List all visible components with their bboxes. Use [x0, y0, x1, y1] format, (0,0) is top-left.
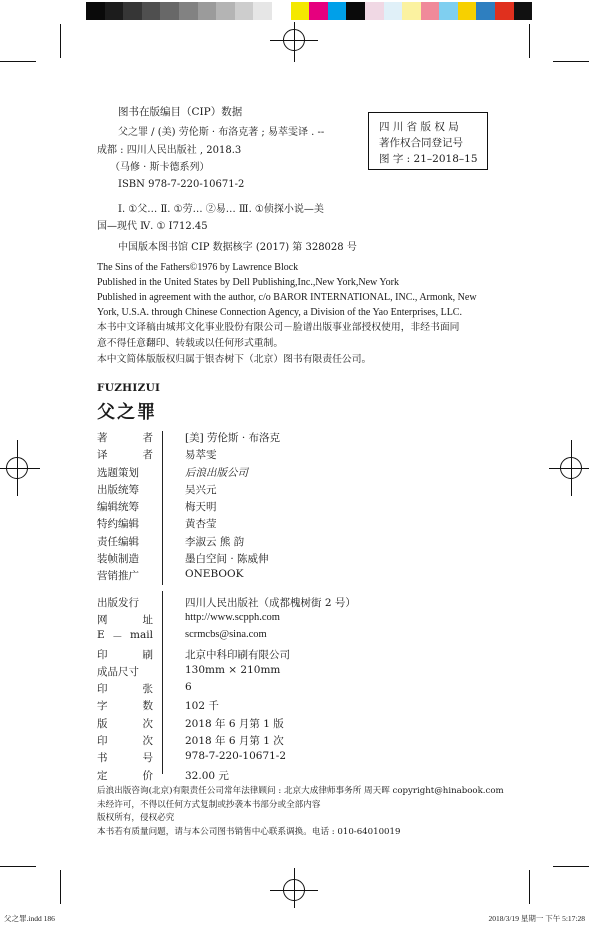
credit-label: 编辑统筹 — [97, 501, 139, 514]
cip-line-2: 成都 : 四川人民出版社 , 2018.3 — [97, 145, 242, 156]
color-swatch — [291, 2, 310, 20]
color-swatch — [439, 2, 458, 20]
publish-label: 网 址 — [97, 613, 153, 626]
publish-value: 102 千 — [185, 700, 219, 713]
publish-value: 6 — [185, 681, 192, 694]
rights-en-2: Published in the United States by Dell Publishing,Inc.,New York,New York — [97, 277, 399, 288]
color-swatch — [421, 2, 440, 20]
color-swatch — [384, 2, 403, 20]
rights-en-4: York, U.S.A. through Chinese Connection Agency, a Division of the Yao Enterprises, LLC. — [97, 307, 462, 318]
credit-label: 责任编辑 — [97, 535, 139, 548]
credit-label: 特约编辑 — [97, 518, 139, 531]
color-swatch — [123, 2, 142, 20]
publish-label: 定 价 — [97, 769, 153, 782]
publish-label: 版 次 — [97, 717, 153, 730]
slug-timestamp: 2018/3/19 星期一 下午 5:17:28 — [488, 914, 585, 923]
publish-label: 成品尺寸 — [97, 665, 139, 678]
credits-divider — [162, 431, 163, 585]
footer-line-4: 本书若有质量问题，请与本公司图书销售中心联系调换。电话 : 010-64010019 — [97, 826, 401, 837]
publish-value: 32.00 元 — [185, 769, 229, 782]
cip-line-5: Ⅰ. ①父… Ⅱ. ①劳… ②易… Ⅲ. ①侦探小说—美 — [118, 204, 324, 215]
color-calibration-bar — [86, 2, 532, 20]
publish-value: 2018 年 6 月第 1 版 — [185, 717, 284, 730]
publish-label: 字 数 — [97, 700, 153, 713]
credit-value: 后浪出版公司 — [185, 466, 248, 479]
credit-label: 出版统筹 — [97, 483, 139, 496]
credit-label: 译 者 — [97, 449, 153, 462]
color-swatch — [365, 2, 384, 20]
color-swatch — [272, 2, 291, 20]
credit-label: 著 者 — [97, 432, 153, 444]
color-swatch — [235, 2, 254, 20]
publish-divider — [162, 591, 163, 774]
credit-label: 装帧制造 — [97, 553, 139, 566]
color-swatch — [346, 2, 365, 20]
rights-en-3: Published in agreement with the author, c/o BAROR INTERNATIONAL, INC., Armonk, New — [97, 292, 477, 303]
footer-line-3: 版权所有，侵权必究 — [97, 813, 175, 823]
publish-value: http://www.scpph.com — [185, 611, 280, 623]
publish-value: 130mm × 210mm — [185, 663, 281, 676]
credit-value: 黄杏莹 — [185, 518, 217, 531]
publish-label: 书 号 — [97, 752, 153, 765]
cip-line-1: 父之罪 / (美) 劳伦斯 · 布洛克著 ; 易萃雯译 . -- — [118, 127, 325, 138]
credit-label: 营销推广 — [97, 570, 139, 583]
color-swatch — [476, 2, 495, 20]
credit-value: 墨白空间 · 陈威伸 — [185, 553, 269, 566]
publish-value: scrmcbs@sina.com — [185, 629, 267, 641]
publish-value: 北京中科印刷有限公司 — [185, 648, 290, 661]
color-swatch — [160, 2, 179, 20]
publish-label: E － mail — [97, 629, 153, 644]
rights-en-1: The Sins of the Fathers©1976 by Lawrence Block — [97, 262, 299, 273]
footer-line-2: 未经许可，不得以任何方式复制或抄袭本书部分或全部内容 — [97, 799, 321, 810]
cip-heading: 图书在版编目（CIP）数据 — [118, 106, 243, 118]
stamp-line-3: 图 字 : 21–2018–15 — [379, 153, 478, 165]
stamp-line-2: 著作权合同登记号 — [379, 137, 463, 149]
color-swatch — [495, 2, 514, 20]
credit-value: 李淑云 熊 韵 — [185, 535, 245, 548]
color-swatch — [179, 2, 198, 20]
publish-label: 印 刷 — [97, 648, 153, 661]
slug-file-info: 父之罪.indd 186 — [4, 914, 55, 923]
publish-value: 四川人民出版社（成都槐树街 2 号） — [185, 596, 356, 609]
color-swatch — [142, 2, 161, 20]
credit-value: 梅天明 — [185, 501, 217, 514]
color-swatch — [105, 2, 124, 20]
publish-value: 978-7-220-10671-2 — [185, 750, 287, 763]
book-pinyin: FUZHIZUI — [97, 382, 161, 394]
cip-line-6: 国—现代 Ⅳ. ① I712.45 — [97, 221, 208, 232]
color-swatch — [253, 2, 272, 20]
color-swatch — [514, 2, 533, 20]
color-swatch — [328, 2, 347, 20]
footer-line-1: 后浪出版咨询(北京)有限责任公司常年法律顾问 : 北京大成律师事务所 周天晖 copyright@hinabook.com — [97, 786, 504, 796]
color-swatch — [198, 2, 217, 20]
credit-value: 易萃雯 — [185, 449, 217, 462]
cip-line-4: ISBN 978-7-220-10671-2 — [118, 179, 245, 190]
publish-value: 2018 年 6 月第 1 次 — [185, 735, 284, 748]
publish-label: 出版发行 — [97, 596, 139, 609]
publish-label: 印 张 — [97, 683, 153, 696]
rights-cn-1: 本书中文译稿由城邦文化事业股份有限公司－脸谱出版事业部授权使用，非经书面同 — [97, 322, 460, 333]
credit-value: [美] 劳伦斯 · 布洛克 — [185, 432, 281, 444]
copyright-registration-stamp — [368, 112, 488, 170]
color-swatch — [458, 2, 477, 20]
cip-line-3: （马修 · 斯卡德系列） — [110, 162, 210, 173]
color-swatch — [86, 2, 105, 20]
color-swatch — [402, 2, 421, 20]
legal-footer — [97, 785, 504, 839]
stamp-line-1: 四 川 省 版 权 局 — [379, 121, 459, 133]
publish-label: 印 次 — [97, 735, 153, 748]
color-swatch — [309, 2, 328, 20]
credit-label: 选题策划 — [97, 466, 139, 479]
credit-value: 吴兴元 — [185, 483, 217, 496]
rights-cn-3: 本中文简体版版权归属于银杏树下（北京）图书有限责任公司。 — [97, 354, 372, 365]
rights-cn-2: 意不得任意翻印、转载或以任何形式重制。 — [97, 338, 284, 349]
cip-line-7: 中国版本图书馆 CIP 数据核字 (2017) 第 328028 号 — [118, 242, 357, 253]
credit-value: ONEBOOK — [185, 568, 244, 581]
color-swatch — [216, 2, 235, 20]
book-title: 父之罪 — [97, 402, 157, 423]
